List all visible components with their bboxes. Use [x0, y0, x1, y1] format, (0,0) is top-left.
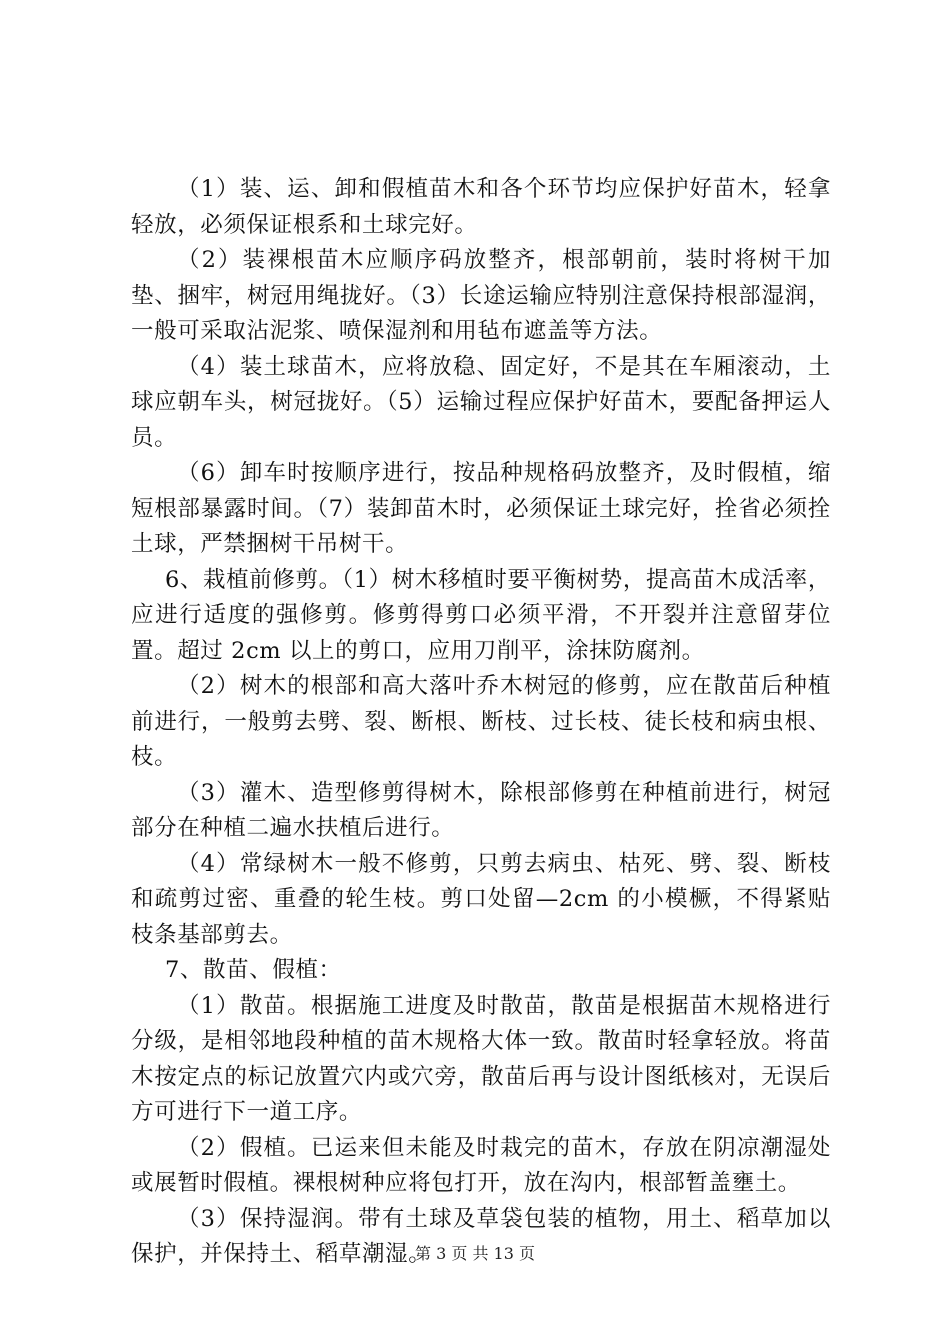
section-heading-distribution-heeling: 7、散苗、假植： — [165, 957, 342, 983]
paragraph-distribution: （1）散苗。根据施工进度及时散苗，散苗是根据苗木规格进行分级，是相邻地段种植的苗木规格大体一致。散苗时轻拿轻放。将苗木按定点的标记放置穴内或穴旁，散苗后再与设计图纸核对，无误后方可进行下一道工序。 — [131, 992, 831, 1125]
paragraph-bare-root-loading: （2）装裸根苗木应顺序码放整齐，根部朝前，装时将树干加垫、捆牢，树冠用绳拢好。（3）长途运输应特别注意保持根部湿润，一般可采取沾泥浆、喷保湿剂和用毡布遮盖等方法。 — [131, 247, 831, 344]
document-body — [131, 172, 831, 1273]
paragraph-unloading: （6）卸车时按顺序进行，按品种规格码放整齐，及时假植，缩短根部暴露时间。（7）装卸苗木时，必须保证土球完好，拴省必须拴土球，严禁捆树干吊树干。 — [131, 460, 831, 557]
paragraph-pre-planting-pruning: 6、栽植前修剪。（1）树木移植时要平衡树势，提高苗木成活率，应进行适度的强修剪。修剪得剪口必须平滑，不开裂并注意留芽位置。超过 2cm 以上的剪口，应用刀削平，涂抹防腐剂。 — [131, 566, 831, 664]
paragraph-evergreen-pruning: （4）常绿树木一般不修剪，只剪去病虫、枯死、劈、裂、断枝和疏剪过密、重叠的轮生枝。剪口处留—2cm 的小模橛，不得紧贴枝条基部剪去。 — [131, 850, 831, 948]
paragraph-root-crown-pruning: （2）树木的根部和高大落叶乔木树冠的修剪，应在散苗后种植前进行，一般剪去劈、裂、断根、断枝、过长枝、徒长枝和病虫根、枝。 — [131, 673, 831, 770]
paragraph-heeling-in: （2）假植。已运来但未能及时栽完的苗木，存放在阴凉潮湿处或展暂时假植。裸根树种应将包打开，放在沟内，根部暂盖壅土。 — [131, 1134, 831, 1196]
page-footer: 第 3 页 共 13 页 — [415, 1244, 535, 1263]
paragraph-soil-ball-loading: （4）装土球苗木，应将放稳、固定好，不是其在车厢滚动，土球应朝车头，树冠拢好。（5）运输过程应保护好苗木，要配备押运人员。 — [131, 353, 831, 451]
paragraph-keep-moist: （3）保持湿润。带有土球及草袋包装的植物，用土、稻草加以保护，并保持土、稻草潮湿。 — [131, 1205, 831, 1267]
paragraph-shrub-pruning: （3）灌木、造型修剪得树木，除根部修剪在种植前进行，树冠部分在种植二遍水扶植后进行。 — [131, 779, 831, 841]
paragraph-loading-protection: （1）装、运、卸和假植苗木和各个环节均应保护好苗木，轻拿轻放，必须保证根系和土球完好。 — [131, 176, 831, 238]
